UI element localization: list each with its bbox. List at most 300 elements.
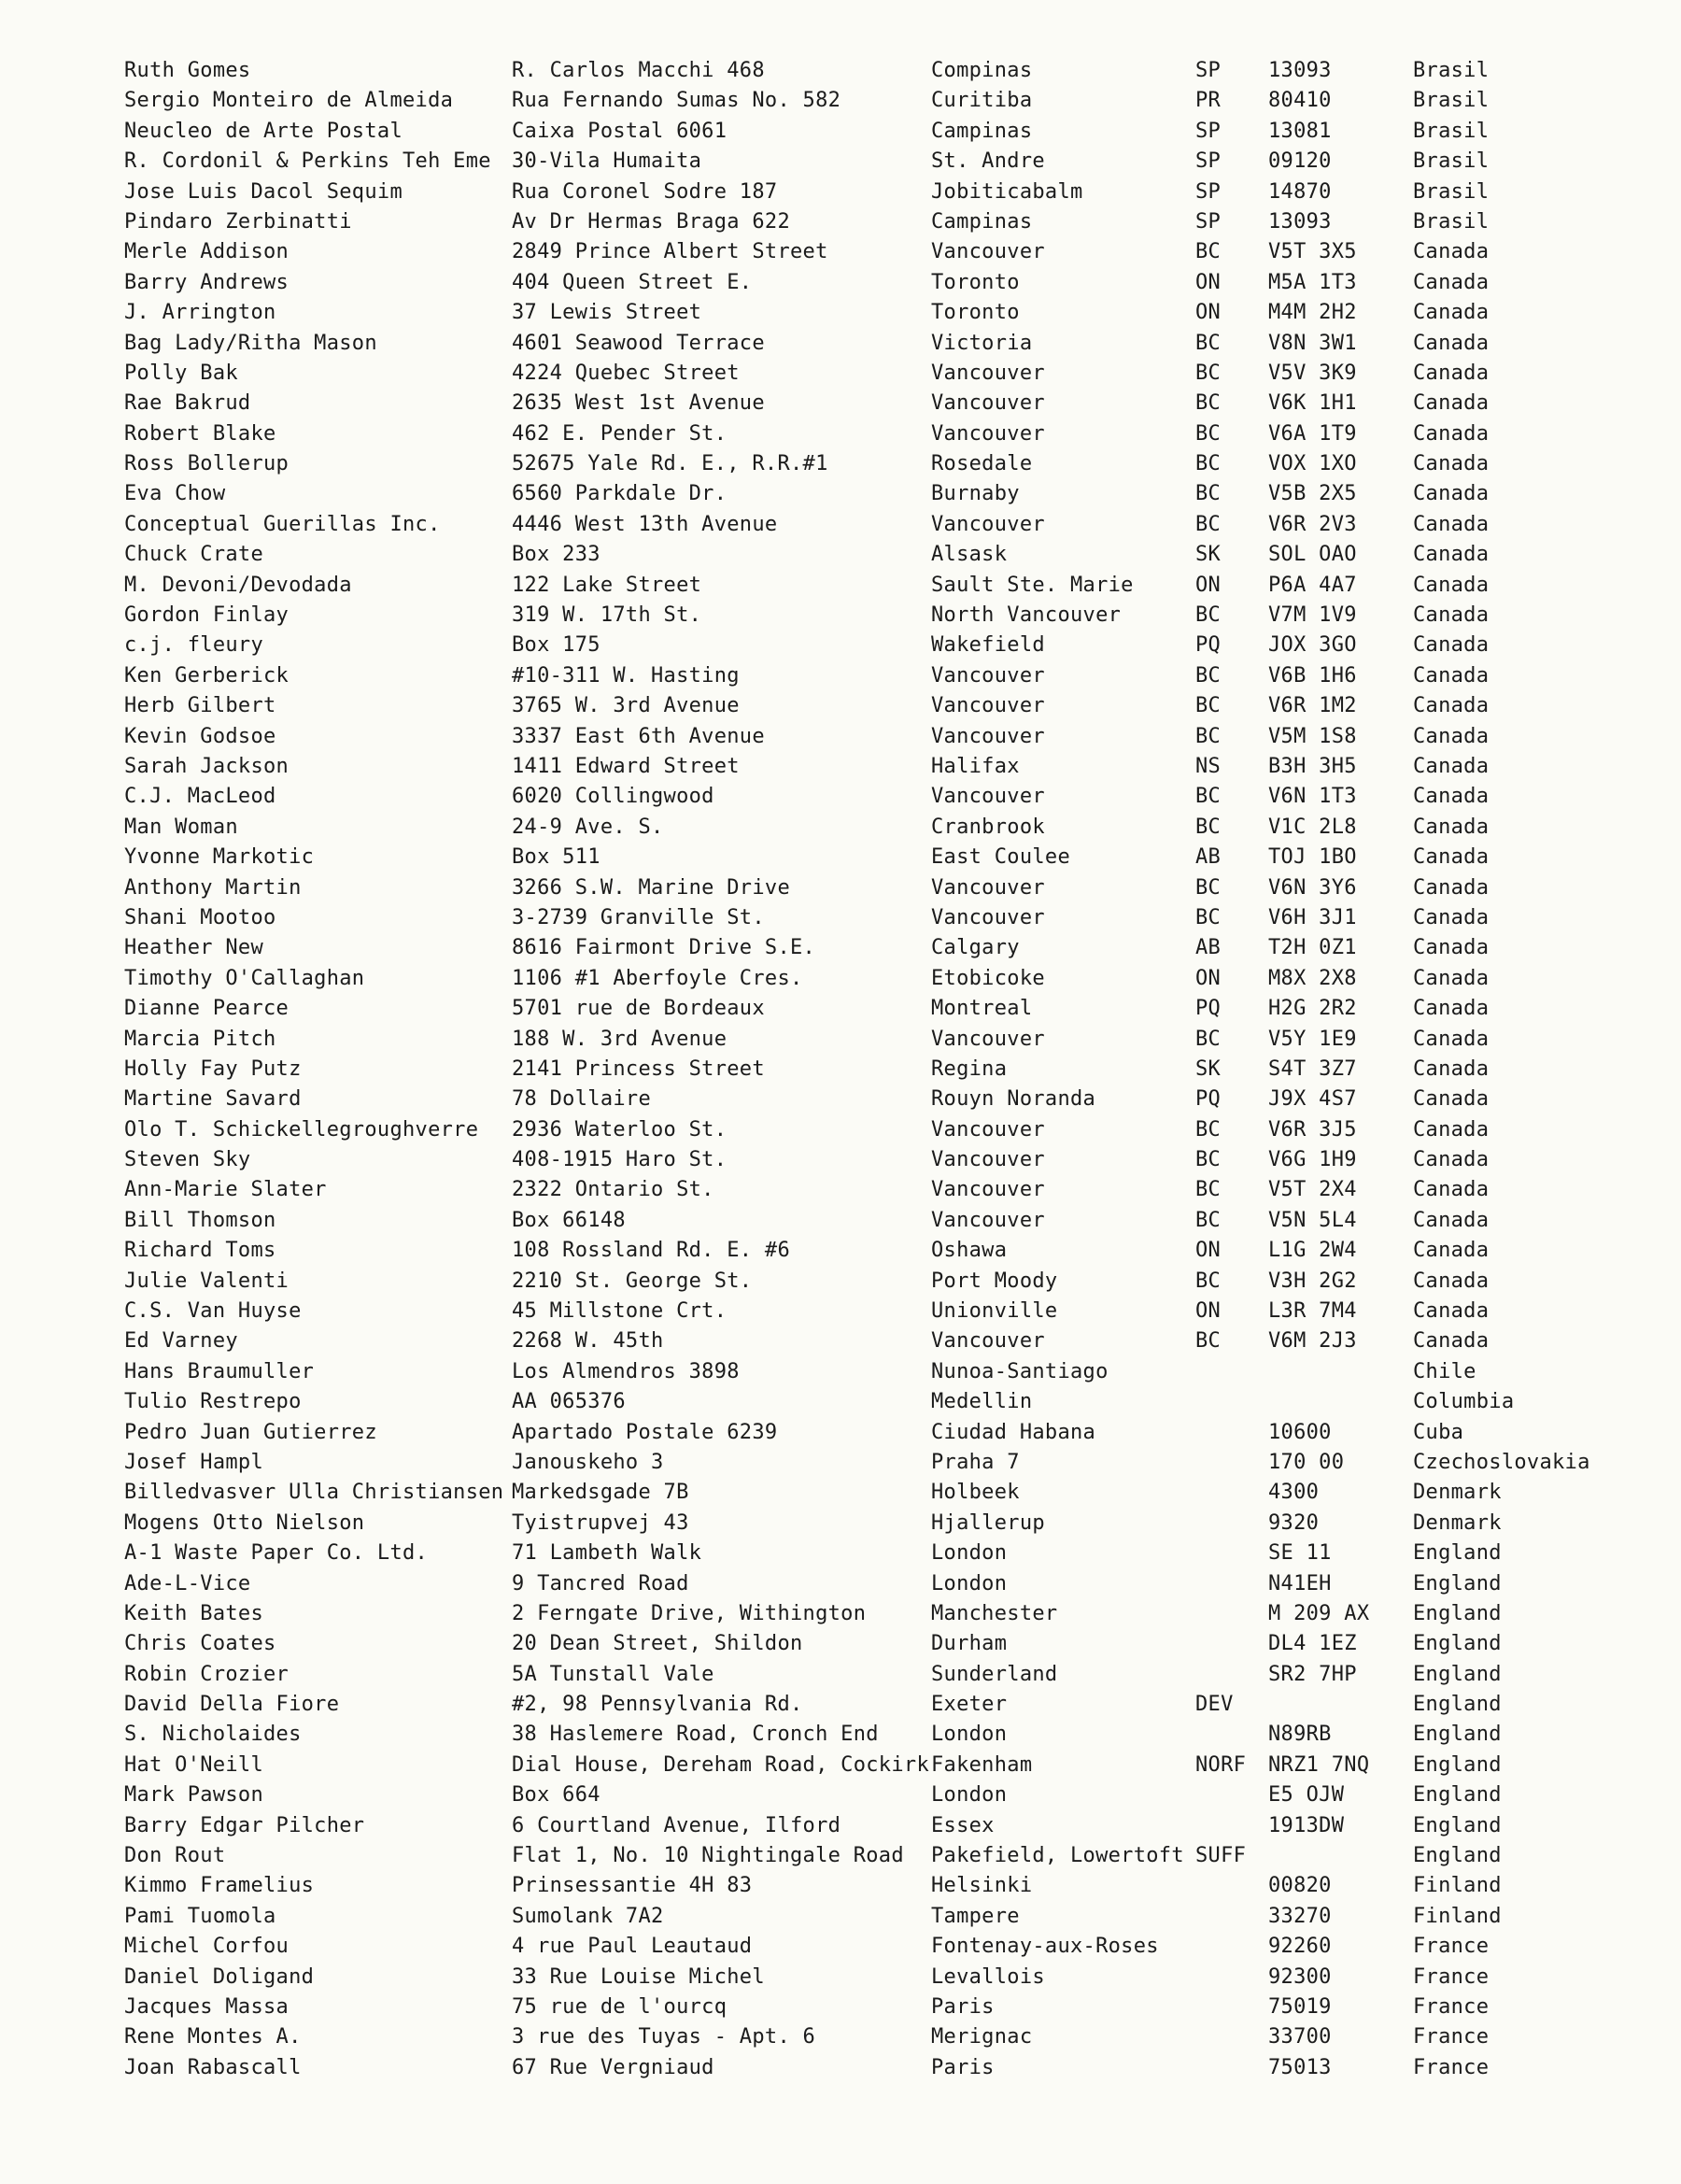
country: Finland — [1413, 1904, 1502, 1928]
city: Merignac — [931, 2025, 1033, 2049]
region-code: BC — [1195, 1329, 1222, 1354]
region-code: AB — [1195, 936, 1222, 960]
country: Canada — [1413, 1239, 1490, 1263]
postal-code: 13093 — [1268, 59, 1332, 82]
city: Pakefield, Lowertoft — [931, 1844, 1184, 1868]
postal-code: JOX 3GO — [1268, 633, 1357, 658]
country: England — [1413, 1541, 1502, 1566]
city: Helsinki — [931, 1874, 1033, 1898]
region-code: BC — [1195, 1027, 1222, 1051]
list-item — [0, 237, 1681, 267]
city: Vancouver — [931, 1027, 1045, 1051]
list-item — [0, 843, 1681, 872]
city: London — [931, 1783, 1008, 1808]
contact-name: Robin Crozier — [124, 1662, 290, 1686]
region-code: ON — [1195, 270, 1222, 294]
contact-name: Martine Savard — [124, 1087, 302, 1112]
street-address: AA 065376 — [512, 1390, 626, 1414]
street-address: 37 Lewis Street — [512, 301, 702, 325]
contact-name: Pindaro Zerbinatti — [124, 209, 352, 234]
contact-name: Heather New — [124, 936, 263, 960]
country: Canada — [1413, 1299, 1490, 1324]
city: Toronto — [931, 270, 1020, 294]
contact-name: Joan Rabascall — [124, 2055, 302, 2079]
region-code: SP — [1195, 209, 1222, 234]
street-address: Box 66148 — [512, 1208, 626, 1232]
region-code: BC — [1195, 1178, 1222, 1202]
postal-code: V6M 2J3 — [1268, 1329, 1357, 1354]
contact-name: Don Rout — [124, 1844, 226, 1868]
city: Manchester — [931, 1601, 1058, 1625]
list-item — [0, 722, 1681, 752]
region-code: BC — [1195, 603, 1222, 628]
region-code: BC — [1195, 452, 1222, 476]
contact-name: Robert Blake — [124, 421, 276, 446]
contact-name: Barry Andrews — [124, 270, 290, 294]
contact-name: S. Nicholaides — [124, 1723, 302, 1747]
list-item — [0, 1932, 1681, 1962]
contact-name: Richard Toms — [124, 1239, 276, 1263]
street-address: 24-9 Ave. S. — [512, 815, 664, 839]
contact-name: Timothy O'Callaghan — [124, 966, 365, 990]
city: Toronto — [931, 301, 1020, 325]
city: Vancouver — [931, 1117, 1045, 1142]
region-code: SK — [1195, 1057, 1222, 1081]
postal-code: 75019 — [1268, 1995, 1332, 2019]
postal-code: V6K 1H1 — [1268, 391, 1357, 416]
country: England — [1413, 1601, 1502, 1625]
postal-code: V1C 2L8 — [1268, 815, 1357, 839]
postal-code: V5N 5L4 — [1268, 1208, 1357, 1232]
country: Canada — [1413, 391, 1490, 416]
street-address: 319 W. 17th St. — [512, 603, 702, 628]
list-item — [0, 1448, 1681, 1478]
country: England — [1413, 1752, 1502, 1777]
city: Campinas — [931, 119, 1033, 143]
list-item — [0, 964, 1681, 994]
street-address: 38 Haslemere Road, Cronch End — [512, 1723, 879, 1747]
city: Jobiticabalm — [931, 179, 1083, 204]
street-address: 8616 Fairmont Drive S.E. — [512, 936, 816, 960]
contact-name: Holly Fay Putz — [124, 1057, 302, 1081]
postal-code: NRZ1 7NQ — [1268, 1752, 1370, 1777]
postal-code: T2H 0Z1 — [1268, 936, 1357, 960]
list-item — [0, 359, 1681, 389]
list-item — [0, 1175, 1681, 1205]
street-address: 4 rue Paul Leautaud — [512, 1935, 753, 1959]
region-code: BC — [1195, 875, 1222, 900]
contact-name: Kimmo Framelius — [124, 1874, 315, 1898]
city: Wakefield — [931, 633, 1045, 658]
street-address: #2, 98 Pennsylvania Rd. — [512, 1693, 803, 1717]
country: Cuba — [1413, 1420, 1464, 1444]
country: Denmark — [1413, 1481, 1502, 1505]
street-address: Markedsgade 7B — [512, 1481, 689, 1505]
contact-name: Mark Pawson — [124, 1783, 263, 1808]
street-address: 3337 East 6th Avenue — [512, 724, 765, 748]
list-item — [0, 207, 1681, 237]
contact-name: Jacques Massa — [124, 1995, 290, 2019]
street-address: 5701 rue de Bordeaux — [512, 997, 765, 1021]
list-item — [0, 1206, 1681, 1236]
postal-code: M 209 AX — [1268, 1601, 1370, 1625]
country: Chile — [1413, 1359, 1476, 1383]
country: Brasil — [1413, 59, 1490, 82]
region-code: BC — [1195, 482, 1222, 506]
street-address: 4224 Quebec Street — [512, 361, 740, 385]
region-code: NORF — [1195, 1752, 1247, 1777]
city: Etobicoke — [931, 966, 1045, 990]
list-item — [0, 298, 1681, 328]
postal-code: B3H 3H5 — [1268, 754, 1357, 778]
city: Oshawa — [931, 1239, 1008, 1263]
city: Rosedale — [931, 452, 1033, 476]
region-code: ON — [1195, 301, 1222, 325]
street-address: 2322 Ontario St. — [512, 1178, 714, 1202]
contact-name: Michel Corfou — [124, 1935, 290, 1959]
city: Fakenham — [931, 1752, 1033, 1777]
country: Canada — [1413, 270, 1490, 294]
street-address: 6 Courtland Avenue, Ilford — [512, 1813, 841, 1837]
region-code: BC — [1195, 785, 1222, 809]
list-item — [0, 933, 1681, 963]
contact-name: Keith Bates — [124, 1601, 263, 1625]
country: Canada — [1413, 361, 1490, 385]
country: Canada — [1413, 301, 1490, 325]
city: Hjallerup — [931, 1510, 1045, 1535]
region-code: NS — [1195, 754, 1222, 778]
postal-code: 13093 — [1268, 209, 1332, 234]
city: Tampere — [931, 1904, 1020, 1928]
street-address: 408-1915 Haro St. — [512, 1148, 727, 1172]
postal-code: V5V 3K9 — [1268, 361, 1357, 385]
region-code: ON — [1195, 966, 1222, 990]
postal-code: TOJ 1BO — [1268, 845, 1357, 870]
contact-name: Yvonne Markotic — [124, 845, 315, 870]
country: England — [1413, 1723, 1502, 1747]
country: England — [1413, 1783, 1502, 1808]
postal-code: V6N 1T3 — [1268, 785, 1357, 809]
postal-code: L3R 7M4 — [1268, 1299, 1357, 1324]
postal-code: V6G 1H9 — [1268, 1148, 1357, 1172]
street-address: Flat 1, No. 10 Nightingale Road — [512, 1844, 904, 1868]
city: East Coulee — [931, 845, 1070, 870]
postal-code: V8N 3W1 — [1268, 331, 1357, 355]
city: Medellin — [931, 1390, 1033, 1414]
list-item — [0, 1569, 1681, 1599]
country: Canada — [1413, 905, 1490, 929]
list-item — [0, 510, 1681, 540]
postal-code: V5M 1S8 — [1268, 724, 1357, 748]
region-code: SP — [1195, 149, 1222, 174]
country: Canada — [1413, 815, 1490, 839]
list-item — [0, 1357, 1681, 1387]
street-address: Caixa Postal 6061 — [512, 119, 727, 143]
country: Canada — [1413, 573, 1490, 597]
postal-code: E5 OJW — [1268, 1783, 1345, 1808]
country: France — [1413, 2055, 1490, 2079]
country: Canada — [1413, 1269, 1490, 1293]
street-address: 3765 W. 3rd Avenue — [512, 694, 740, 718]
region-code: PQ — [1195, 997, 1222, 1021]
list-item — [0, 631, 1681, 660]
contact-name: Dianne Pearce — [124, 997, 290, 1021]
street-address: 78 Dollaire — [512, 1087, 651, 1112]
postal-code: V6H 3J1 — [1268, 905, 1357, 929]
postal-code: 14870 — [1268, 179, 1332, 204]
region-code: BC — [1195, 905, 1222, 929]
postal-code: V5B 2X5 — [1268, 482, 1357, 506]
list-item — [0, 540, 1681, 570]
country: Denmark — [1413, 1510, 1502, 1535]
country: Canada — [1413, 1117, 1490, 1142]
contact-name: Mogens Otto Nielson — [124, 1510, 365, 1535]
list-item — [0, 1720, 1681, 1750]
country: Brasil — [1413, 179, 1490, 204]
contact-name: Sarah Jackson — [124, 754, 290, 778]
contact-name: C.J. MacLeod — [124, 785, 276, 809]
street-address: #10-311 W. Hasting — [512, 663, 740, 688]
contact-name: Ruth Gomes — [124, 59, 251, 82]
city: Vancouver — [931, 1329, 1045, 1354]
street-address: 30-Vila Humaita — [512, 149, 702, 174]
region-code: BC — [1195, 331, 1222, 355]
region-code: BC — [1195, 391, 1222, 416]
contact-name: Josef Hampl — [124, 1450, 263, 1474]
postal-code: V7M 1V9 — [1268, 603, 1357, 628]
city: Vancouver — [931, 421, 1045, 446]
list-item — [0, 1751, 1681, 1780]
contact-name: Ann-Marie Slater — [124, 1178, 327, 1202]
contact-name: Daniel Doligand — [124, 1964, 315, 1989]
postal-code: V6R 2V3 — [1268, 512, 1357, 536]
street-address: 9 Tancred Road — [512, 1571, 689, 1595]
street-address: 67 Rue Vergniaud — [512, 2055, 714, 2079]
street-address: Los Almendros 3898 — [512, 1359, 740, 1383]
street-address: 108 Rossland Rd. E. #6 — [512, 1239, 790, 1263]
city: Cranbrook — [931, 815, 1045, 839]
region-code: DEV — [1195, 1693, 1234, 1717]
contact-name: Barry Edgar Pilcher — [124, 1813, 365, 1837]
list-item — [0, 1145, 1681, 1175]
country: Canada — [1413, 421, 1490, 446]
street-address: 33 Rue Louise Michel — [512, 1964, 765, 1989]
city: Montreal — [931, 997, 1033, 1021]
city: Durham — [931, 1632, 1008, 1656]
postal-code: M4M 2H2 — [1268, 301, 1357, 325]
country: England — [1413, 1693, 1502, 1717]
address-list — [0, 56, 1681, 2083]
street-address: Box 511 — [512, 845, 600, 870]
country: Canada — [1413, 482, 1490, 506]
street-address: Av Dr Hermas Braga 622 — [512, 209, 790, 234]
city: Vancouver — [931, 905, 1045, 929]
street-address: 3-2739 Granville St. — [512, 905, 765, 929]
contact-name: M. Devoni/Devodada — [124, 573, 352, 597]
contact-name: Pami Tuomola — [124, 1904, 276, 1928]
street-address: 6020 Collingwood — [512, 785, 714, 809]
street-address: 2141 Princess Street — [512, 1057, 765, 1081]
list-item — [0, 449, 1681, 479]
city: Halifax — [931, 754, 1020, 778]
contact-name: David Della Fiore — [124, 1693, 340, 1717]
street-address: 122 Lake Street — [512, 573, 702, 597]
list-item — [0, 1055, 1681, 1085]
street-address: 2210 St. George St. — [512, 1269, 753, 1293]
postal-code: 92260 — [1268, 1935, 1332, 1959]
street-address: Sumolank 7A2 — [512, 1904, 664, 1928]
city: Exeter — [931, 1693, 1008, 1717]
list-item — [0, 1418, 1681, 1448]
list-item — [0, 571, 1681, 601]
street-address: 20 Dean Street, Shildon — [512, 1632, 803, 1656]
list-item — [0, 147, 1681, 177]
region-code: SP — [1195, 179, 1222, 204]
postal-code: 00820 — [1268, 1874, 1332, 1898]
postal-code: S4T 3Z7 — [1268, 1057, 1357, 1081]
country: Canada — [1413, 936, 1490, 960]
street-address: Rua Coronel Sodre 187 — [512, 179, 778, 204]
postal-code: 33270 — [1268, 1904, 1332, 1928]
postal-code: V6A 1T9 — [1268, 421, 1357, 446]
street-address: 6560 Parkdale Dr. — [512, 482, 727, 506]
country: Canada — [1413, 875, 1490, 900]
country: Canada — [1413, 1057, 1490, 1081]
country: England — [1413, 1632, 1502, 1656]
street-address: Box 175 — [512, 633, 600, 658]
contact-name: Herb Gilbert — [124, 694, 276, 718]
region-code: SUFF — [1195, 1844, 1247, 1868]
postal-code: 13081 — [1268, 119, 1332, 143]
contact-name: Chris Coates — [124, 1632, 276, 1656]
region-code: PQ — [1195, 1087, 1222, 1112]
country: Brasil — [1413, 119, 1490, 143]
contact-name: Rene Montes A. — [124, 2025, 302, 2049]
street-address: 45 Millstone Crt. — [512, 1299, 727, 1324]
contact-name: Steven Sky — [124, 1148, 251, 1172]
street-address: Dial House, Dereham Road, Cockirk — [512, 1752, 929, 1777]
postal-code: DL4 1EZ — [1268, 1632, 1357, 1656]
contact-name: Conceptual Guerillas Inc. — [124, 512, 441, 536]
city: Praha 7 — [931, 1450, 1020, 1474]
street-address: 1106 #1 Aberfoyle Cres. — [512, 966, 803, 990]
postal-code: VOX 1XO — [1268, 452, 1357, 476]
city: Vancouver — [931, 391, 1045, 416]
postal-code: SOL OAO — [1268, 543, 1357, 567]
country: Canada — [1413, 724, 1490, 748]
postal-code: 10600 — [1268, 1420, 1332, 1444]
city: Paris — [931, 2055, 995, 2079]
city: London — [931, 1571, 1008, 1595]
country: Canada — [1413, 240, 1490, 264]
country: France — [1413, 1935, 1490, 1959]
region-code: PQ — [1195, 633, 1222, 658]
list-item — [0, 479, 1681, 509]
country: England — [1413, 1844, 1502, 1868]
postal-code: 92300 — [1268, 1964, 1332, 1989]
street-address: 3 rue des Tuyas - Apt. 6 — [512, 2025, 816, 2049]
region-code: AB — [1195, 845, 1222, 870]
country: Canada — [1413, 845, 1490, 870]
contact-name: c.j. fleury — [124, 633, 263, 658]
city: Levallois — [931, 1964, 1045, 1989]
list-item — [0, 1902, 1681, 1932]
postal-code: V5Y 1E9 — [1268, 1027, 1357, 1051]
list-item — [0, 813, 1681, 843]
postal-code: 1913DW — [1268, 1813, 1345, 1837]
region-code: BC — [1195, 240, 1222, 264]
region-code: BC — [1195, 512, 1222, 536]
country: Canada — [1413, 331, 1490, 355]
contact-name: Hans Braumuller — [124, 1359, 315, 1383]
street-address: 4601 Seawood Terrace — [512, 331, 765, 355]
city: Burnaby — [931, 482, 1020, 506]
postal-code: 33700 — [1268, 2025, 1332, 2049]
list-item — [0, 1478, 1681, 1508]
contact-name: Ade-L-Vice — [124, 1571, 251, 1595]
list-item — [0, 2053, 1681, 2083]
region-code: BC — [1195, 1148, 1222, 1172]
postal-code: 9320 — [1268, 1510, 1320, 1535]
list-item — [0, 1811, 1681, 1841]
contact-name: Ed Varney — [124, 1329, 238, 1354]
list-item — [0, 903, 1681, 933]
postal-code: N41EH — [1268, 1571, 1332, 1595]
list-item — [0, 1871, 1681, 1901]
country: Brasil — [1413, 149, 1490, 174]
country: Canada — [1413, 633, 1490, 658]
country: Canada — [1413, 1178, 1490, 1202]
street-address: 5A Tunstall Vale — [512, 1662, 714, 1686]
postal-code: V6B 1H6 — [1268, 663, 1357, 688]
list-item — [0, 117, 1681, 147]
postal-code: L1G 2W4 — [1268, 1239, 1357, 1263]
list-item — [0, 1509, 1681, 1539]
contact-name: Billedvasver Ulla Christiansen — [124, 1481, 504, 1505]
list-item — [0, 2022, 1681, 2052]
country: Brasil — [1413, 209, 1490, 234]
city: Vancouver — [931, 663, 1045, 688]
postal-code: J9X 4S7 — [1268, 1087, 1357, 1112]
country: Canada — [1413, 663, 1490, 688]
list-item — [0, 873, 1681, 903]
region-code: SP — [1195, 119, 1222, 143]
street-address: 404 Queen Street E. — [512, 270, 753, 294]
list-item — [0, 1841, 1681, 1871]
city: Vancouver — [931, 1148, 1045, 1172]
city: London — [931, 1723, 1008, 1747]
street-address: 2268 W. 45th — [512, 1329, 664, 1354]
region-code: SP — [1195, 59, 1222, 82]
city: Essex — [931, 1813, 995, 1837]
contact-name: Eva Chow — [124, 482, 226, 506]
city: Vancouver — [931, 694, 1045, 718]
contact-name: Shani Mootoo — [124, 905, 276, 929]
country: Czechoslovakia — [1413, 1450, 1590, 1474]
country: Canada — [1413, 603, 1490, 628]
contact-name: Chuck Crate — [124, 543, 263, 567]
contact-name: Anthony Martin — [124, 875, 302, 900]
city: Alsask — [931, 543, 1008, 567]
country: Finland — [1413, 1874, 1502, 1898]
list-item — [0, 1629, 1681, 1659]
list-item — [0, 1539, 1681, 1568]
postal-code: 75013 — [1268, 2055, 1332, 2079]
region-code: PR — [1195, 89, 1222, 113]
street-address: 188 W. 3rd Avenue — [512, 1027, 727, 1051]
contact-name: Sergio Monteiro de Almeida — [124, 89, 454, 113]
contact-name: Olo T. Schickellegroughverre — [124, 1117, 479, 1142]
